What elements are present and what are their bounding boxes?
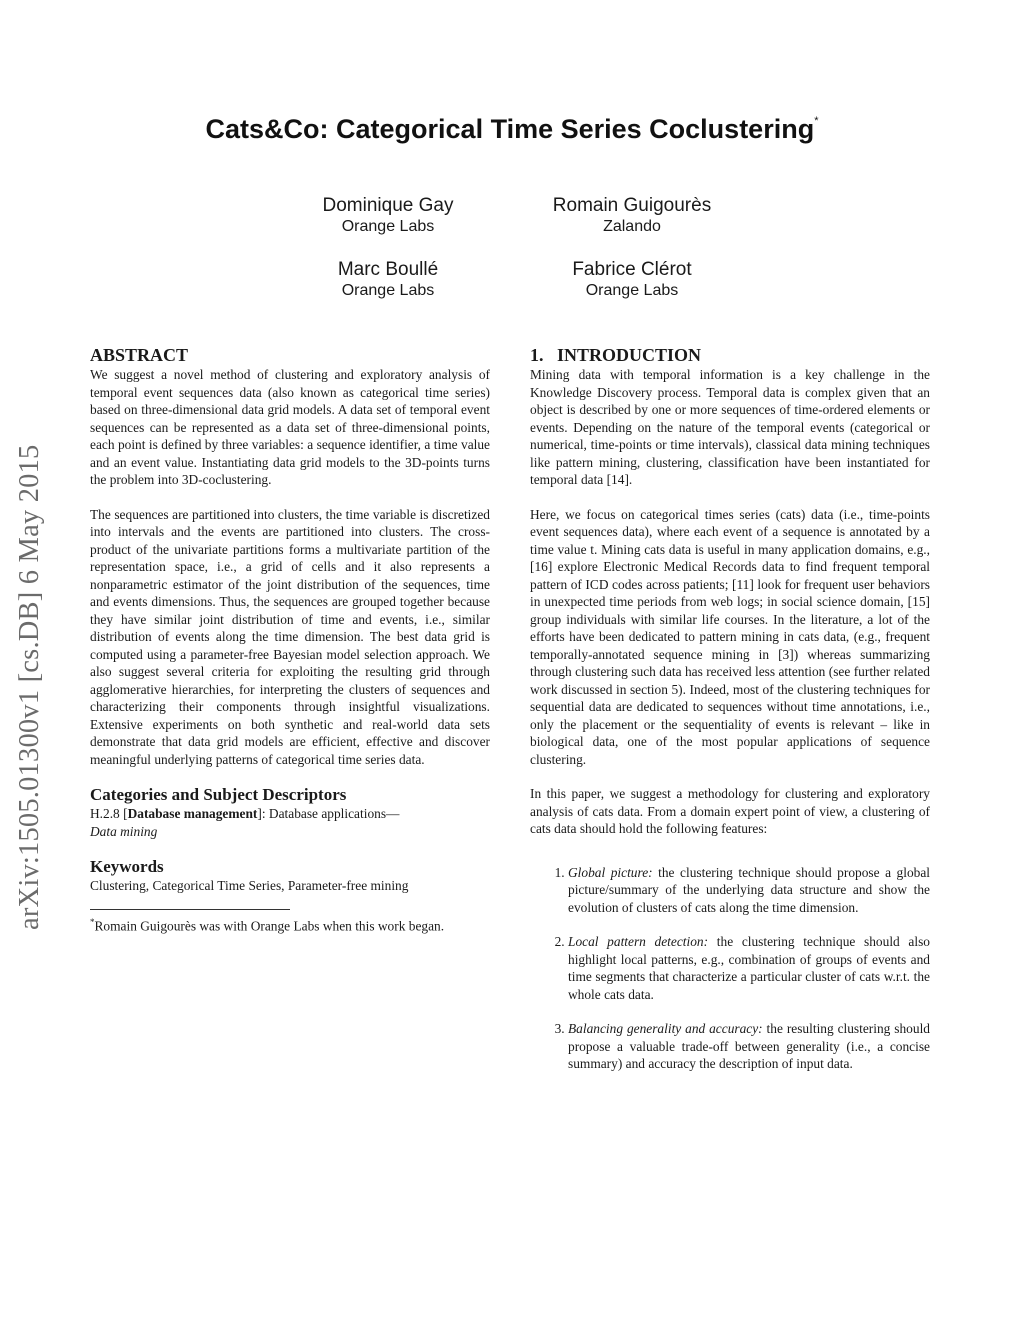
author-name: Marc Boullé: [337, 259, 439, 280]
feature-list: [530, 864, 930, 1073]
introduction-heading: 1. INTRODUCTION: [530, 345, 702, 365]
author-block: [268, 259, 508, 300]
feature-text: the resulting clustering should propose a valuable trade-off between generality (i.e., a concise summary) and accuracy the description of input data.: [568, 1021, 930, 1071]
paper-title: [0, 114, 1024, 145]
footnote: [90, 914, 490, 935]
arxiv-identifier-stamp: arXiv:1505.01300v1 [cs.DB] 6 May 2015: [14, 444, 45, 930]
author-affiliation: Orange Labs: [341, 282, 435, 299]
author-block: [512, 259, 752, 300]
right-column: [530, 344, 930, 1090]
feature-label: Local pattern detection:: [568, 934, 709, 949]
author-affiliation: Zalando: [603, 218, 661, 235]
title-footnote-mark: *: [814, 115, 819, 127]
paper-title-text: Cats&Co: Categorical Time Series Coclustering: [205, 114, 815, 144]
author-block: [512, 195, 752, 236]
categories-heading: Categories and Subject Descriptors: [90, 785, 347, 804]
feature-text: the clustering technique should propose a global picture/summary of the underlying data structure and show the evolution of clusters of cats along the time dimension.: [568, 864, 931, 915]
list-item: [568, 864, 930, 917]
author-affiliation: Orange Labs: [585, 282, 679, 299]
list-item: [568, 933, 930, 1003]
categories-text: [90, 805, 490, 840]
author-name: Dominique Gay: [322, 195, 454, 216]
left-column: [90, 344, 490, 934]
intro-paragraph: In this paper, we suggest a methodology for clustering and exploratory analysis of cats data. From a domain expert point of view, a clustering of cats data should hold the following features:: [530, 786, 930, 836]
categories-italic: Data mining: [90, 823, 158, 839]
abstract-heading: ABSTRACT: [90, 345, 189, 365]
author-name: Romain Guigourès: [552, 195, 712, 216]
categories-bold: Database management: [127, 806, 258, 821]
author-name: Fabrice Clérot: [572, 259, 692, 280]
categories-code: H.2.8 [: [90, 806, 128, 821]
footnote-divider: [90, 909, 290, 910]
categories-rest: ]: Database applications—: [257, 806, 400, 821]
feature-label: Balancing generality and accuracy:: [568, 1021, 763, 1036]
author-affiliation: Orange Labs: [341, 218, 435, 235]
feature-text: the clustering technique should also highlight local patterns, e.g., combination of groups of events and time segments that characterize a particular cluster of cats w.r.t. the whole cats data.: [568, 934, 930, 1002]
list-item: [568, 1020, 930, 1073]
abstract-paragraph: We suggest a novel method of clustering and exploratory analysis of temporal event sequences data (also known as categorical time series) based on three-dimensional data grid models. A data set of temporal event sequences can be represented as a data set of three-dimensional points, each point is defined by three variables: a sequence identifier, a time value and an event value. Instantiating data grid models to the 3D-points turns the problem into 3D-coclustering.: [90, 367, 490, 487]
keywords-heading: Keywords: [90, 857, 164, 876]
abstract-paragraph: The sequences are partitioned into clusters, the time variable is discretized into intervals and the events are partitioned into clusters. The cross-product of the univariate partitions forms a multivariate partition of the representation space, i.e., a grid of cells and it also represents a nonparametric estimator of the joint distribution of the sequences, time and events dimensions. Thus, the sequences are grouped together because they have similar joint distribution of time and events, i.e., similar distribution of events along the time dimension. The best data grid is computed using a parameter-free Bayesian model selection approach. We also suggest several criteria for exploiting the resulting grid through agglomerative hierarchies, for interpreting the clusters of sequences and characterizing their components through insightful visualizations. Extensive experiments on both synthetic and real-world data sets demonstrate that data grid models are efficient, effective and discover meaningful underlying patterns of categorical time series data.: [90, 506, 490, 767]
footnote-mark: *: [90, 916, 95, 927]
footnote-text: Romain Guigourès was with Orange Labs when this work began.: [94, 917, 445, 933]
keywords-text: Clustering, Categorical Time Series, Parameter-free mining: [90, 878, 409, 893]
intro-paragraph: Here, we focus on categorical times series (cats) data (i.e., time-points event sequences data), where each event of a sequence is annotated by a time value t. Mining cats data is useful in many application domains, e.g., [16] explore Electronic Medical Records data to find frequent temporal pattern of ICD codes across patients; [11] look for frequent user behaviors in unexpected time periods from web logs; in social science domain, [15] group individuals with similar life courses. In the literature, a lot of the efforts have been dedicated to pattern mining in cats data, (e.g., frequent temporally-annotated sequence mining in [3]) whereas summarizing through clustering such data has received less attention (see further related work discussed in section 5). Indeed, most of the clustering techniques for sequential data are dedicated to sequences without time annotations, i.e., only the placement or the sequentiality of events is relevant – like in biological data, one of the most popular applications of sequence clustering.: [530, 506, 930, 767]
feature-label: Global picture:: [568, 864, 653, 880]
author-block: [268, 195, 508, 236]
intro-paragraph: Mining data with temporal information is a key challenge in the Knowledge Discovery process. Temporal data is complex given that an object is described by one or more sequences of time-ordered elements or events. Depending on the nature of the temporal events (categorical or numerical, time-points or time intervals), classical data mining techniques like pattern mining, clustering, classification have been instantiated for temporal data [14].: [530, 367, 930, 487]
